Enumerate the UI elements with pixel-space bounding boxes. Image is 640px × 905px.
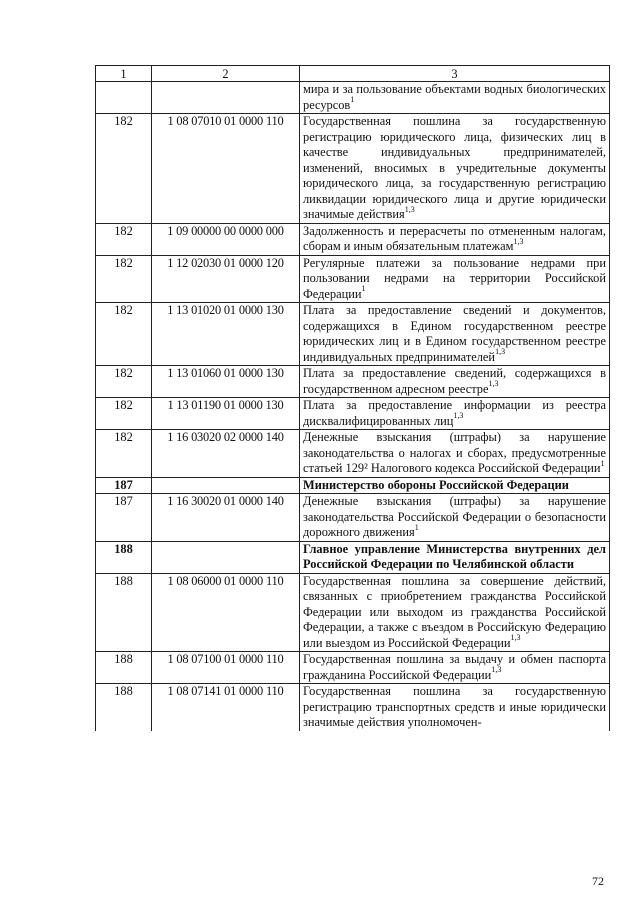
- budget-code-cell: 1 13 01020 01 0000 130: [152, 303, 300, 366]
- table-row: [96, 652, 610, 684]
- description-text: Плата за предоставление сведений, содержащихся в государственном адресном реестре: [303, 366, 606, 396]
- description-cell: [300, 652, 610, 684]
- description-text: Государственная пошлина за государственную регистрацию транспортных средств и иные юридически значимые действия уполномочен-: [303, 684, 606, 729]
- table-row: [96, 114, 610, 224]
- budget-code-cell: 1 16 03020 02 0000 140: [152, 430, 300, 478]
- description-cell: [300, 255, 610, 303]
- footnote-marker: 1,3: [510, 633, 521, 643]
- admin-code-cell: 187: [96, 494, 152, 542]
- description-text: Задолженность и перерасчеты по отмененным налогам, сборам и иным обязательным платежам: [303, 223, 606, 253]
- admin-code-cell: 182: [96, 223, 152, 255]
- footnote-marker: 1,3: [404, 204, 415, 214]
- page-number: 72: [592, 874, 604, 888]
- table-header-row: [96, 66, 610, 82]
- admin-code-cell: 182: [96, 430, 152, 478]
- description-cell: [300, 303, 610, 366]
- budget-code-cell: 1 08 07100 01 0000 110: [152, 652, 300, 684]
- budget-code-cell: 1 08 07141 01 0000 110: [152, 684, 300, 731]
- table-row: [96, 82, 610, 114]
- budget-code-cell: 1 08 07010 01 0000 110: [152, 114, 300, 224]
- table-row: [96, 541, 610, 573]
- admin-code-cell: 188: [96, 541, 152, 573]
- budget-codes-table: [95, 65, 610, 731]
- budget-code-cell: 1 13 01190 01 0000 130: [152, 398, 300, 430]
- footnote-marker: 1,3: [513, 236, 524, 246]
- budget-code-cell: 1 08 06000 01 0000 110: [152, 573, 300, 652]
- admin-code-cell: 188: [96, 684, 152, 731]
- budget-code-cell: 1 13 01060 01 0000 130: [152, 366, 300, 398]
- table-row: [96, 684, 610, 731]
- footnote-marker: 1: [600, 458, 605, 468]
- description-text: Плата за предоставление сведений и документов, содержащихся в Едином государственном реестре юридических лиц и в Едином государственном реестре индивидуальных предпринимателей: [303, 303, 606, 364]
- description-text: Денежные взыскания (штрафы) за нарушение законодательства о налогах и сборах, предусмотренные статьей 129² Налогового кодекса Российской Федерации: [303, 430, 606, 475]
- description-cell: [300, 573, 610, 652]
- footnote-marker: 1: [414, 522, 419, 532]
- header-col-1: 1: [96, 66, 152, 82]
- budget-code-cell: [152, 82, 300, 114]
- header-col-3: 3: [300, 66, 610, 82]
- footnote-marker: 1,3: [453, 411, 464, 421]
- description-text: Государственная пошлина за государственную регистрацию юридического лица, физических лиц в качестве индивидуальных предпринимателей, изменений, вносимых в учредительные документы юридического лица, за государственную регистрацию ликвидации юридического лица и другие юридически значимые действия: [303, 114, 606, 221]
- budget-code-cell: 1 09 00000 00 0000 000: [152, 223, 300, 255]
- footnote-marker: 1,3: [495, 347, 506, 357]
- table-row: [96, 398, 610, 430]
- table-row: [96, 255, 610, 303]
- description-cell: [300, 541, 610, 573]
- footnote-marker: 1,3: [488, 379, 499, 389]
- description-cell: [300, 494, 610, 542]
- description-text: Регулярные платежи за пользование недрами при пользовании недрами на территории Российской Федерации: [303, 255, 606, 301]
- budget-code-cell: [152, 477, 300, 494]
- description-cell: [300, 223, 610, 255]
- description-text: Министерство обороны Российской Федерации: [303, 477, 569, 492]
- description-cell: [300, 82, 610, 114]
- footnote-marker: 1,3: [491, 665, 502, 675]
- budget-code-cell: 1 12 02030 01 0000 120: [152, 255, 300, 303]
- table-row: [96, 223, 610, 255]
- description-cell: [300, 477, 610, 494]
- description-cell: [300, 430, 610, 478]
- admin-code-cell: 188: [96, 573, 152, 652]
- admin-code-cell: 182: [96, 398, 152, 430]
- footnote-marker: 1: [361, 284, 366, 294]
- description-text: мира и за пользование объектами водных биологических ресурсов: [303, 82, 606, 112]
- budget-code-cell: 1 16 30020 01 0000 140: [152, 494, 300, 542]
- admin-code-cell: 188: [96, 652, 152, 684]
- table-row: [96, 430, 610, 478]
- description-text: Плата за предоставление информации из реестра дисквалифицированных лиц: [303, 398, 606, 428]
- description-text: Денежные взыскания (штрафы) за нарушение законодательства Российской Федерации о безопасности дорожного движения: [303, 494, 606, 539]
- description-text: Главное управление Министерства внутренних дел Российской Федерации по Челябинской области: [303, 541, 606, 571]
- header-col-2: 2: [152, 66, 300, 82]
- description-cell: [300, 398, 610, 430]
- table-row: [96, 494, 610, 542]
- description-cell: [300, 114, 610, 224]
- table-row: [96, 303, 610, 366]
- admin-code-cell: 182: [96, 303, 152, 366]
- description-text: Государственная пошлина за совершение действий, связанных с приобретением гражданства Российской Федерации или выходом из гражданства Российской Федерации, а также с въездом в Российскую Федерацию или выездом из Российской Федерации: [303, 573, 606, 650]
- description-cell: [300, 684, 610, 731]
- admin-code-cell: 182: [96, 114, 152, 224]
- admin-code-cell: 182: [96, 366, 152, 398]
- table-row: [96, 477, 610, 494]
- table-row: [96, 366, 610, 398]
- footnote-marker: 1: [350, 95, 355, 105]
- description-cell: [300, 366, 610, 398]
- table-row: [96, 573, 610, 652]
- admin-code-cell: [96, 82, 152, 114]
- admin-code-cell: 182: [96, 255, 152, 303]
- description-text: Государственная пошлина за выдачу и обмен паспорта гражданина Российской Федерации: [303, 652, 606, 682]
- budget-code-cell: [152, 541, 300, 573]
- admin-code-cell: 187: [96, 477, 152, 494]
